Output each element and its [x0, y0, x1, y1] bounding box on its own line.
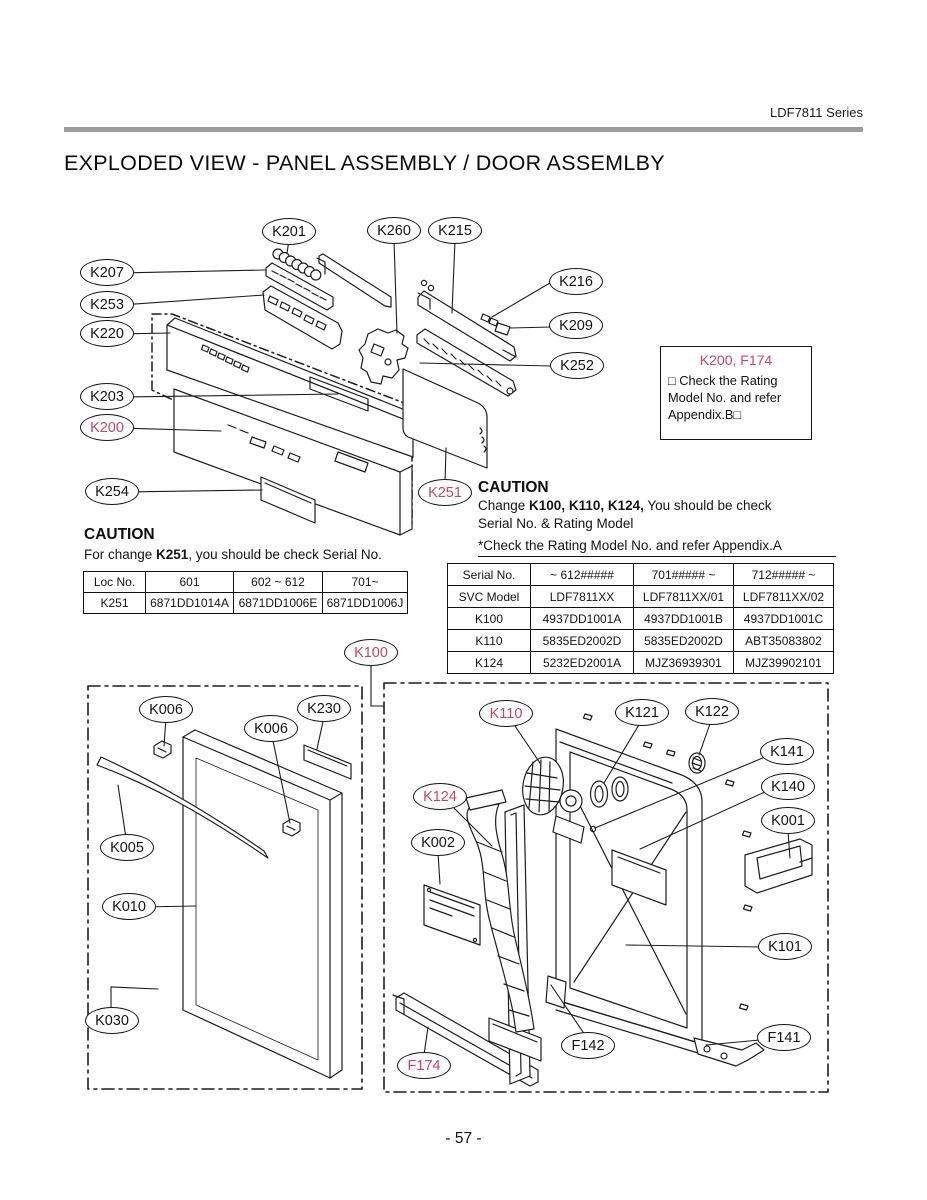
callout-k001: K001 [761, 807, 815, 834]
callout-k215: K215 [428, 217, 482, 244]
callout-k100: K100 [344, 639, 398, 666]
page-title: EXPLODED VIEW - PANEL ASSEMBLY / DOOR ASSEMLBY [64, 151, 665, 175]
page-number: - 57 - [445, 1130, 482, 1147]
table-cell: 6871DD1006E [234, 593, 323, 614]
callout-k254: K254 [85, 478, 139, 505]
caution-left-bold: K251 [156, 547, 189, 562]
callout-k220: K220 [80, 320, 134, 347]
caution-left-heading: CAUTION [84, 526, 155, 543]
table-cell: 4937DD1001B [634, 608, 734, 630]
svc-model-table [447, 563, 834, 674]
table-cell: 5835ED2002D [531, 630, 634, 652]
caution-right-line2: Serial No. & Rating Model [478, 516, 634, 531]
table-cell: K124 [448, 652, 531, 674]
table-cell: LDF7811XX/02 [734, 586, 834, 608]
callout-f174: F174 [397, 1052, 451, 1079]
caution-right-l1-post: You should be check [643, 498, 772, 513]
table-cell: 5835ED2002D [634, 630, 734, 652]
table-cell: 712##### ~ [734, 564, 834, 586]
table-cell: 602 ~ 612 [234, 572, 323, 593]
callout-k010: K010 [102, 893, 156, 920]
callout-k006-2: K006 [244, 715, 298, 742]
table-cell: 701##### ~ [634, 564, 734, 586]
caution-right-line3: *Check the Rating Model No. and refer Appendix.A [478, 537, 836, 557]
table-row [448, 630, 834, 652]
rating-note-box [660, 346, 812, 440]
callout-k110: K110 [479, 700, 533, 727]
caution-left-pre: For change [84, 547, 157, 562]
table-row [448, 586, 834, 608]
table-cell: 6871DD1014A [146, 593, 234, 614]
caution-right [478, 479, 838, 557]
caution-left [84, 526, 382, 562]
table-cell: 5232ED2001A [531, 652, 634, 674]
table-cell: 701~ [323, 572, 408, 593]
callout-k141: K141 [760, 738, 814, 765]
note-line-1: □ Check the Rating [668, 373, 778, 388]
table-row [84, 593, 408, 614]
caution-right-l1-bold: K100, K110, K124, [529, 498, 644, 513]
note-line-2: Model No. and refer [668, 390, 782, 405]
callout-k209: K209 [549, 312, 603, 339]
callout-k121: K121 [615, 699, 669, 726]
callout-k207: K207 [80, 259, 134, 286]
table-cell: 601 [146, 572, 234, 593]
table-cell: LDF7811XX [531, 586, 634, 608]
caution-right-line1 [478, 497, 838, 515]
table-cell: 6871DD1006J [323, 593, 408, 614]
callout-k203: K203 [80, 383, 134, 410]
table-cell: 4937DD1001C [734, 608, 834, 630]
callout-k201: K201 [262, 218, 316, 245]
callout-k252: K252 [550, 352, 604, 379]
callout-k101: K101 [758, 933, 812, 960]
callout-k124: K124 [413, 783, 467, 810]
series-label: LDF7811 Series [770, 105, 863, 120]
table-row [84, 572, 408, 593]
table-cell: LDF7811XX/01 [634, 586, 734, 608]
callout-k005: K005 [100, 834, 154, 861]
table-cell: Serial No. [448, 564, 531, 586]
caution-left-text [84, 547, 382, 562]
table-cell: ABT35083802 [734, 630, 834, 652]
table-row [448, 652, 834, 674]
caution-right-heading: CAUTION [478, 479, 549, 496]
callout-k006-1: K006 [139, 696, 193, 723]
callout-k122: K122 [685, 698, 739, 725]
callout-k002: K002 [411, 829, 465, 856]
note-line-3: Appendix.B□ [668, 407, 742, 422]
table-cell: K110 [448, 630, 531, 652]
callout-k200: K200 [80, 414, 134, 441]
table-cell: MJZ39902101 [734, 652, 834, 674]
table-cell: ~ 612##### [531, 564, 634, 586]
table-row [448, 608, 834, 630]
callout-k253: K253 [80, 291, 134, 318]
table-cell: SVC Model [448, 586, 531, 608]
callout-k251: K251 [418, 479, 472, 506]
callout-k230: K230 [297, 695, 351, 722]
callout-k030: K030 [85, 1007, 139, 1034]
table-cell: K251 [84, 593, 146, 614]
table-row [448, 564, 834, 586]
callout-k216: K216 [549, 268, 603, 295]
table-cell: 4937DD1001A [531, 608, 634, 630]
caution-right-l1-pre: Change [478, 498, 530, 513]
callout-f142: F142 [561, 1032, 615, 1059]
caution-left-post: , you should be check Serial No. [188, 547, 382, 562]
table-cell: MJZ36939301 [634, 652, 734, 674]
callout-f141: F141 [757, 1024, 811, 1051]
callout-k260: K260 [367, 217, 421, 244]
k251-serial-table [83, 571, 408, 614]
table-cell: K100 [448, 608, 531, 630]
table-cell: Loc No. [84, 572, 146, 593]
callout-k140: K140 [761, 773, 815, 800]
note-title: K200, F174 [699, 352, 773, 368]
